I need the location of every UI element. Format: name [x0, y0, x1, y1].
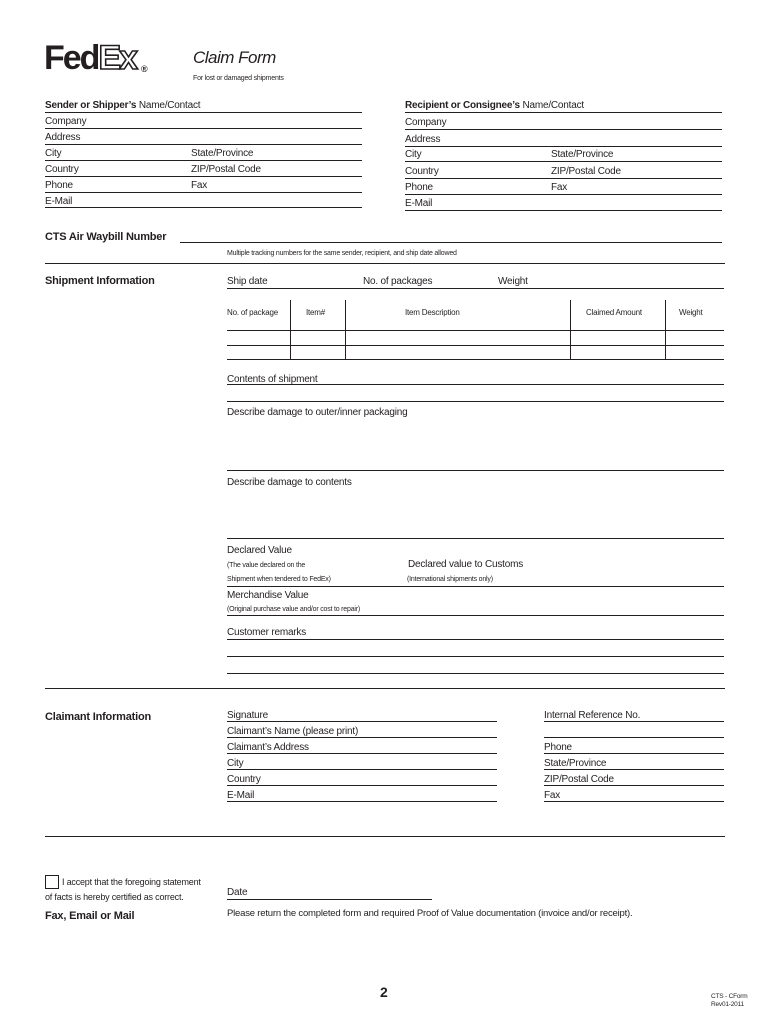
- recipient-phone-line[interactable]: [405, 194, 722, 195]
- claimant-state-label: State/Province: [544, 758, 607, 769]
- internal-ref-label: Internal Reference No.: [544, 710, 641, 721]
- claimant-name-line[interactable]: [227, 737, 497, 738]
- contents-line[interactable]: [227, 384, 724, 385]
- ship-date-label: Ship date: [227, 276, 268, 287]
- sender-name-line[interactable]: [45, 112, 362, 113]
- shipment-heading: Shipment Information: [45, 275, 155, 287]
- recipient-city-line[interactable]: [405, 161, 722, 162]
- declared-value-label: Declared Value: [227, 545, 292, 556]
- certify-line-1: I accept that the foregoing statement: [62, 877, 201, 887]
- recipient-country-label: Country: [405, 166, 439, 177]
- claimant-email-label: E-Mail: [227, 790, 255, 801]
- sender-state-label: State/Province: [191, 148, 254, 159]
- remarks-label: Customer remarks: [227, 627, 307, 638]
- page-number: 2: [380, 984, 388, 1000]
- form-subtitle: For lost or damaged shipments: [193, 75, 284, 82]
- recipient-heading: [405, 100, 584, 112]
- contents-line-2[interactable]: [227, 401, 724, 402]
- recipient-fax-label: Fax: [551, 182, 568, 193]
- claimant-email-line[interactable]: [227, 801, 497, 802]
- recipient-email-label: E-Mail: [405, 198, 433, 209]
- method-heading: Fax, Email or Mail: [45, 910, 135, 922]
- recipient-email-line[interactable]: [405, 210, 722, 211]
- sender-company-line[interactable]: [45, 128, 362, 129]
- accept-checkbox[interactable]: [45, 875, 59, 889]
- sender-city-label: City: [45, 148, 62, 159]
- claimant-country-line[interactable]: [227, 785, 497, 786]
- claimant-phone-label: Phone: [544, 742, 572, 753]
- recipient-zip-label: ZIP/Postal Code: [551, 166, 621, 177]
- table-row[interactable]: [227, 345, 724, 346]
- customs-note: (International shipments only): [407, 576, 493, 583]
- claimant-zip-line[interactable]: [544, 785, 724, 786]
- weight-label: Weight: [498, 276, 528, 287]
- waybill-label: CTS Air Waybill Number: [45, 231, 167, 243]
- recipient-company-line[interactable]: [405, 129, 722, 130]
- sender-address-line[interactable]: [45, 144, 362, 145]
- form-code: CTS - CForm: [711, 993, 748, 1000]
- table-header: No. of package: [227, 308, 279, 317]
- table-row[interactable]: [227, 359, 724, 360]
- signature-line[interactable]: [227, 721, 497, 722]
- damage-outer-line[interactable]: [227, 470, 724, 471]
- remarks-line-2[interactable]: [227, 656, 724, 657]
- signature-label: Signature: [227, 710, 269, 721]
- claimant-heading: Claimant Information: [45, 711, 152, 723]
- claimant-fax-line[interactable]: [544, 801, 724, 802]
- recipient-company-label: Company: [405, 117, 447, 128]
- date-line[interactable]: [227, 899, 432, 900]
- recipient-city-label: City: [405, 149, 422, 160]
- sender-email-line[interactable]: [45, 207, 362, 208]
- table-header: Item Description: [405, 308, 460, 317]
- recipient-country-line[interactable]: [405, 178, 722, 179]
- claimant-fax-label: Fax: [544, 790, 561, 801]
- table-header: Claimed Amount: [586, 308, 642, 317]
- waybill-note: Multiple tracking numbers for the same sender, recipient, and ship date allowed: [227, 250, 457, 257]
- claimant-country-label: Country: [227, 774, 261, 785]
- table-header: Weight: [679, 308, 703, 317]
- damage-contents-label: Describe damage to contents: [227, 477, 352, 488]
- customs-value-label: Declared value to Customs: [408, 559, 524, 570]
- contents-label: Contents of shipment: [227, 374, 318, 385]
- recipient-heading-bold: Recipient or Consignee’s: [405, 100, 520, 111]
- section-divider: [45, 263, 725, 264]
- return-instructions: Please return the completed form and required Proof of Value documentation (invoice and/or receipt).: [227, 908, 633, 919]
- internal-ref-line-2[interactable]: [544, 737, 724, 738]
- declared-note-2: Shipment when tendered to FedEx): [227, 576, 331, 583]
- recipient-address-line[interactable]: [405, 146, 722, 147]
- sender-city-line[interactable]: [45, 160, 362, 161]
- claimant-zip-label: ZIP/Postal Code: [544, 774, 614, 785]
- damage-outer-label: Describe damage to outer/inner packaging: [227, 407, 408, 418]
- sender-heading: [45, 100, 200, 112]
- remarks-line[interactable]: [227, 639, 724, 640]
- section-divider: [45, 688, 725, 689]
- fedex-logo: [44, 40, 136, 76]
- sender-company-label: Company: [45, 116, 87, 127]
- claimant-address-label: Claimant’s Address: [227, 742, 309, 753]
- section-divider: [45, 836, 725, 837]
- form-revision: Rev01-2011: [711, 1001, 744, 1008]
- merch-note: (Original purchase value and/or cost to repair): [227, 606, 361, 613]
- internal-ref-line[interactable]: [544, 721, 724, 722]
- sender-heading-rest: Name/Contact: [138, 100, 201, 111]
- claimant-state-line[interactable]: [544, 769, 724, 770]
- sender-zip-label: ZIP/Postal Code: [191, 164, 261, 175]
- recipient-state-label: State/Province: [551, 149, 614, 160]
- recipient-phone-label: Phone: [405, 182, 433, 193]
- certify-line-2: of facts is hereby certified as correct.: [45, 892, 184, 902]
- claimant-address-line[interactable]: [227, 753, 497, 754]
- ship-date-line[interactable]: [227, 288, 724, 289]
- sender-email-label: E-Mail: [45, 196, 73, 207]
- waybill-line[interactable]: [180, 242, 722, 243]
- date-label: Date: [227, 887, 248, 898]
- sender-phone-line[interactable]: [45, 192, 362, 193]
- recipient-name-line[interactable]: [405, 112, 722, 113]
- claimant-city-line[interactable]: [227, 769, 497, 770]
- claimant-phone-line[interactable]: [544, 753, 724, 754]
- sender-country-label: Country: [45, 164, 79, 175]
- table-header: Item#: [306, 308, 326, 317]
- damage-contents-line[interactable]: [227, 538, 724, 539]
- logo-fed: Fed: [44, 39, 99, 77]
- logo-ex: Ex: [98, 39, 137, 77]
- recipient-heading-rest: Name/Contact: [522, 100, 584, 111]
- declared-value-line[interactable]: [227, 586, 724, 587]
- merch-value-label: Merchandise Value: [227, 590, 309, 601]
- sender-heading-bold: Sender or Shipper’s: [45, 100, 137, 111]
- sender-fax-label: Fax: [191, 180, 208, 191]
- form-title: Claim Form: [193, 48, 276, 67]
- table-row[interactable]: [227, 330, 724, 331]
- sender-phone-label: Phone: [45, 180, 73, 191]
- sender-country-line[interactable]: [45, 176, 362, 177]
- registered-mark: ®: [141, 64, 148, 74]
- declared-note-1: (The value declared on the: [227, 562, 306, 569]
- claimant-name-label: Claimant’s Name (please print): [227, 726, 359, 737]
- num-packages-label: No. of packages: [363, 276, 433, 287]
- recipient-address-label: Address: [405, 134, 441, 145]
- claimant-city-label: City: [227, 758, 244, 769]
- remarks-line-3[interactable]: [227, 673, 724, 674]
- merch-value-line[interactable]: [227, 615, 724, 616]
- sender-address-label: Address: [45, 132, 81, 143]
